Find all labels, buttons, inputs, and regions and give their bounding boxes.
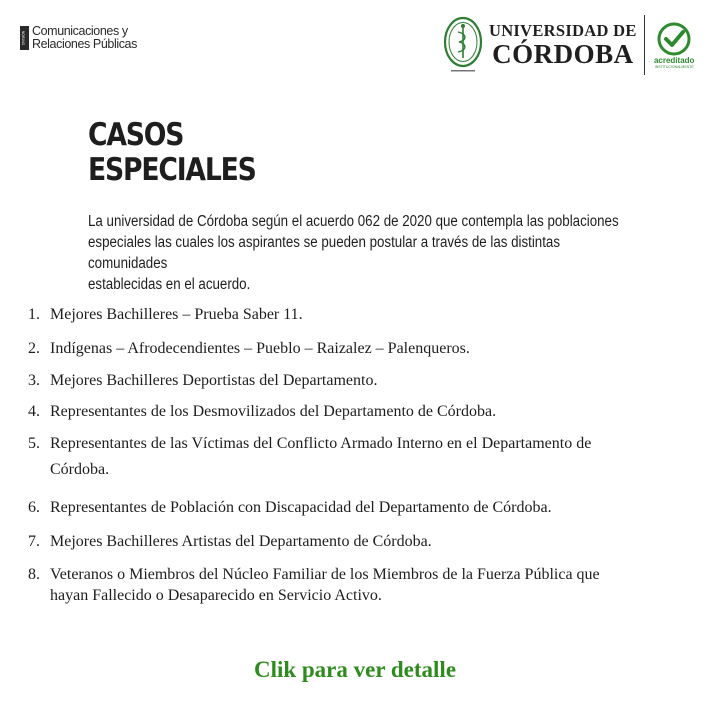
- intro-line3: establecidas en el acuerdo.: [88, 276, 251, 293]
- logo-divider: [644, 15, 646, 75]
- list-item-number: 1.: [28, 306, 40, 323]
- list-item-text: Indígenas – Afrodecendientes – Pueblo – Raizalez – Palenqueros.: [50, 340, 470, 357]
- accreditation-badge: [652, 22, 696, 69]
- unit-name-line1: Comunicaciones y: [32, 24, 128, 38]
- list-item-text: Representantes de los Desmovilizados del Departamento de Córdoba.: [50, 403, 497, 420]
- list-item-text: Mejores Bachilleres – Prueba Saber 11.: [50, 306, 303, 323]
- list-item-text: Veteranos o Miembros del Núcleo Familiar de los Miembros de la Fuerza Pública que: [50, 566, 600, 583]
- university-name-line1: UNIVERSIDAD DE: [489, 21, 637, 40]
- list-item-text: Mejores Bachilleres Artistas del Departamento de Córdoba.: [50, 533, 432, 550]
- list-item-number: 8.: [28, 566, 40, 583]
- accredited-sub: INSTITUCIONALMENTE: [654, 64, 694, 69]
- list-item-number: 3.: [28, 372, 40, 389]
- title-line1: CASOS: [88, 117, 184, 153]
- svg-text:DIVISIÓN: DIVISIÓN: [21, 31, 26, 45]
- list-item-text: Mejores Bachilleres Deportistas del Departamento.: [50, 372, 378, 389]
- list-item-number: 2.: [28, 340, 40, 357]
- intro-line2: especiales las cuales los aspirantes se pueden postular a través de las distintas comunidades: [88, 234, 561, 272]
- list-item-number: 5.: [28, 435, 40, 452]
- university-seal-icon: [443, 16, 483, 74]
- unit-badge: [20, 26, 29, 50]
- list-item-text-cont: Córdoba.: [50, 461, 110, 478]
- accredited-label: acreditado: [653, 55, 695, 65]
- intro-paragraph: [88, 211, 638, 295]
- list-item-text-cont: hayan Fallecido o Desaparecido en Servicio Activo.: [50, 587, 382, 604]
- communications-unit-logo: [20, 25, 137, 51]
- view-detail-link[interactable]: Clik para ver detalle: [253, 657, 457, 682]
- list-item-text: Representantes de las Víctimas del Conflicto Armado Interno en el Departamento de: [50, 435, 592, 452]
- university-logo: [443, 15, 696, 75]
- list-item-text: Representantes de Población con Discapacidad del Departamento de Córdoba.: [50, 499, 552, 516]
- check-circle-icon: [657, 22, 691, 56]
- university-name-line2: CÓRDOBA: [492, 39, 634, 69]
- list-item-number: 7.: [28, 533, 40, 550]
- list-item-number: 4.: [28, 403, 40, 420]
- unit-name-line2: Relaciones Públicas: [32, 37, 137, 51]
- title-line2: ESPECIALES: [88, 152, 256, 188]
- page-title: [88, 118, 256, 188]
- intro-line1: La universidad de Córdoba según el acuerdo 062 de 2020 que contempla las poblaciones: [88, 213, 619, 230]
- list-item-number: 6.: [28, 499, 40, 516]
